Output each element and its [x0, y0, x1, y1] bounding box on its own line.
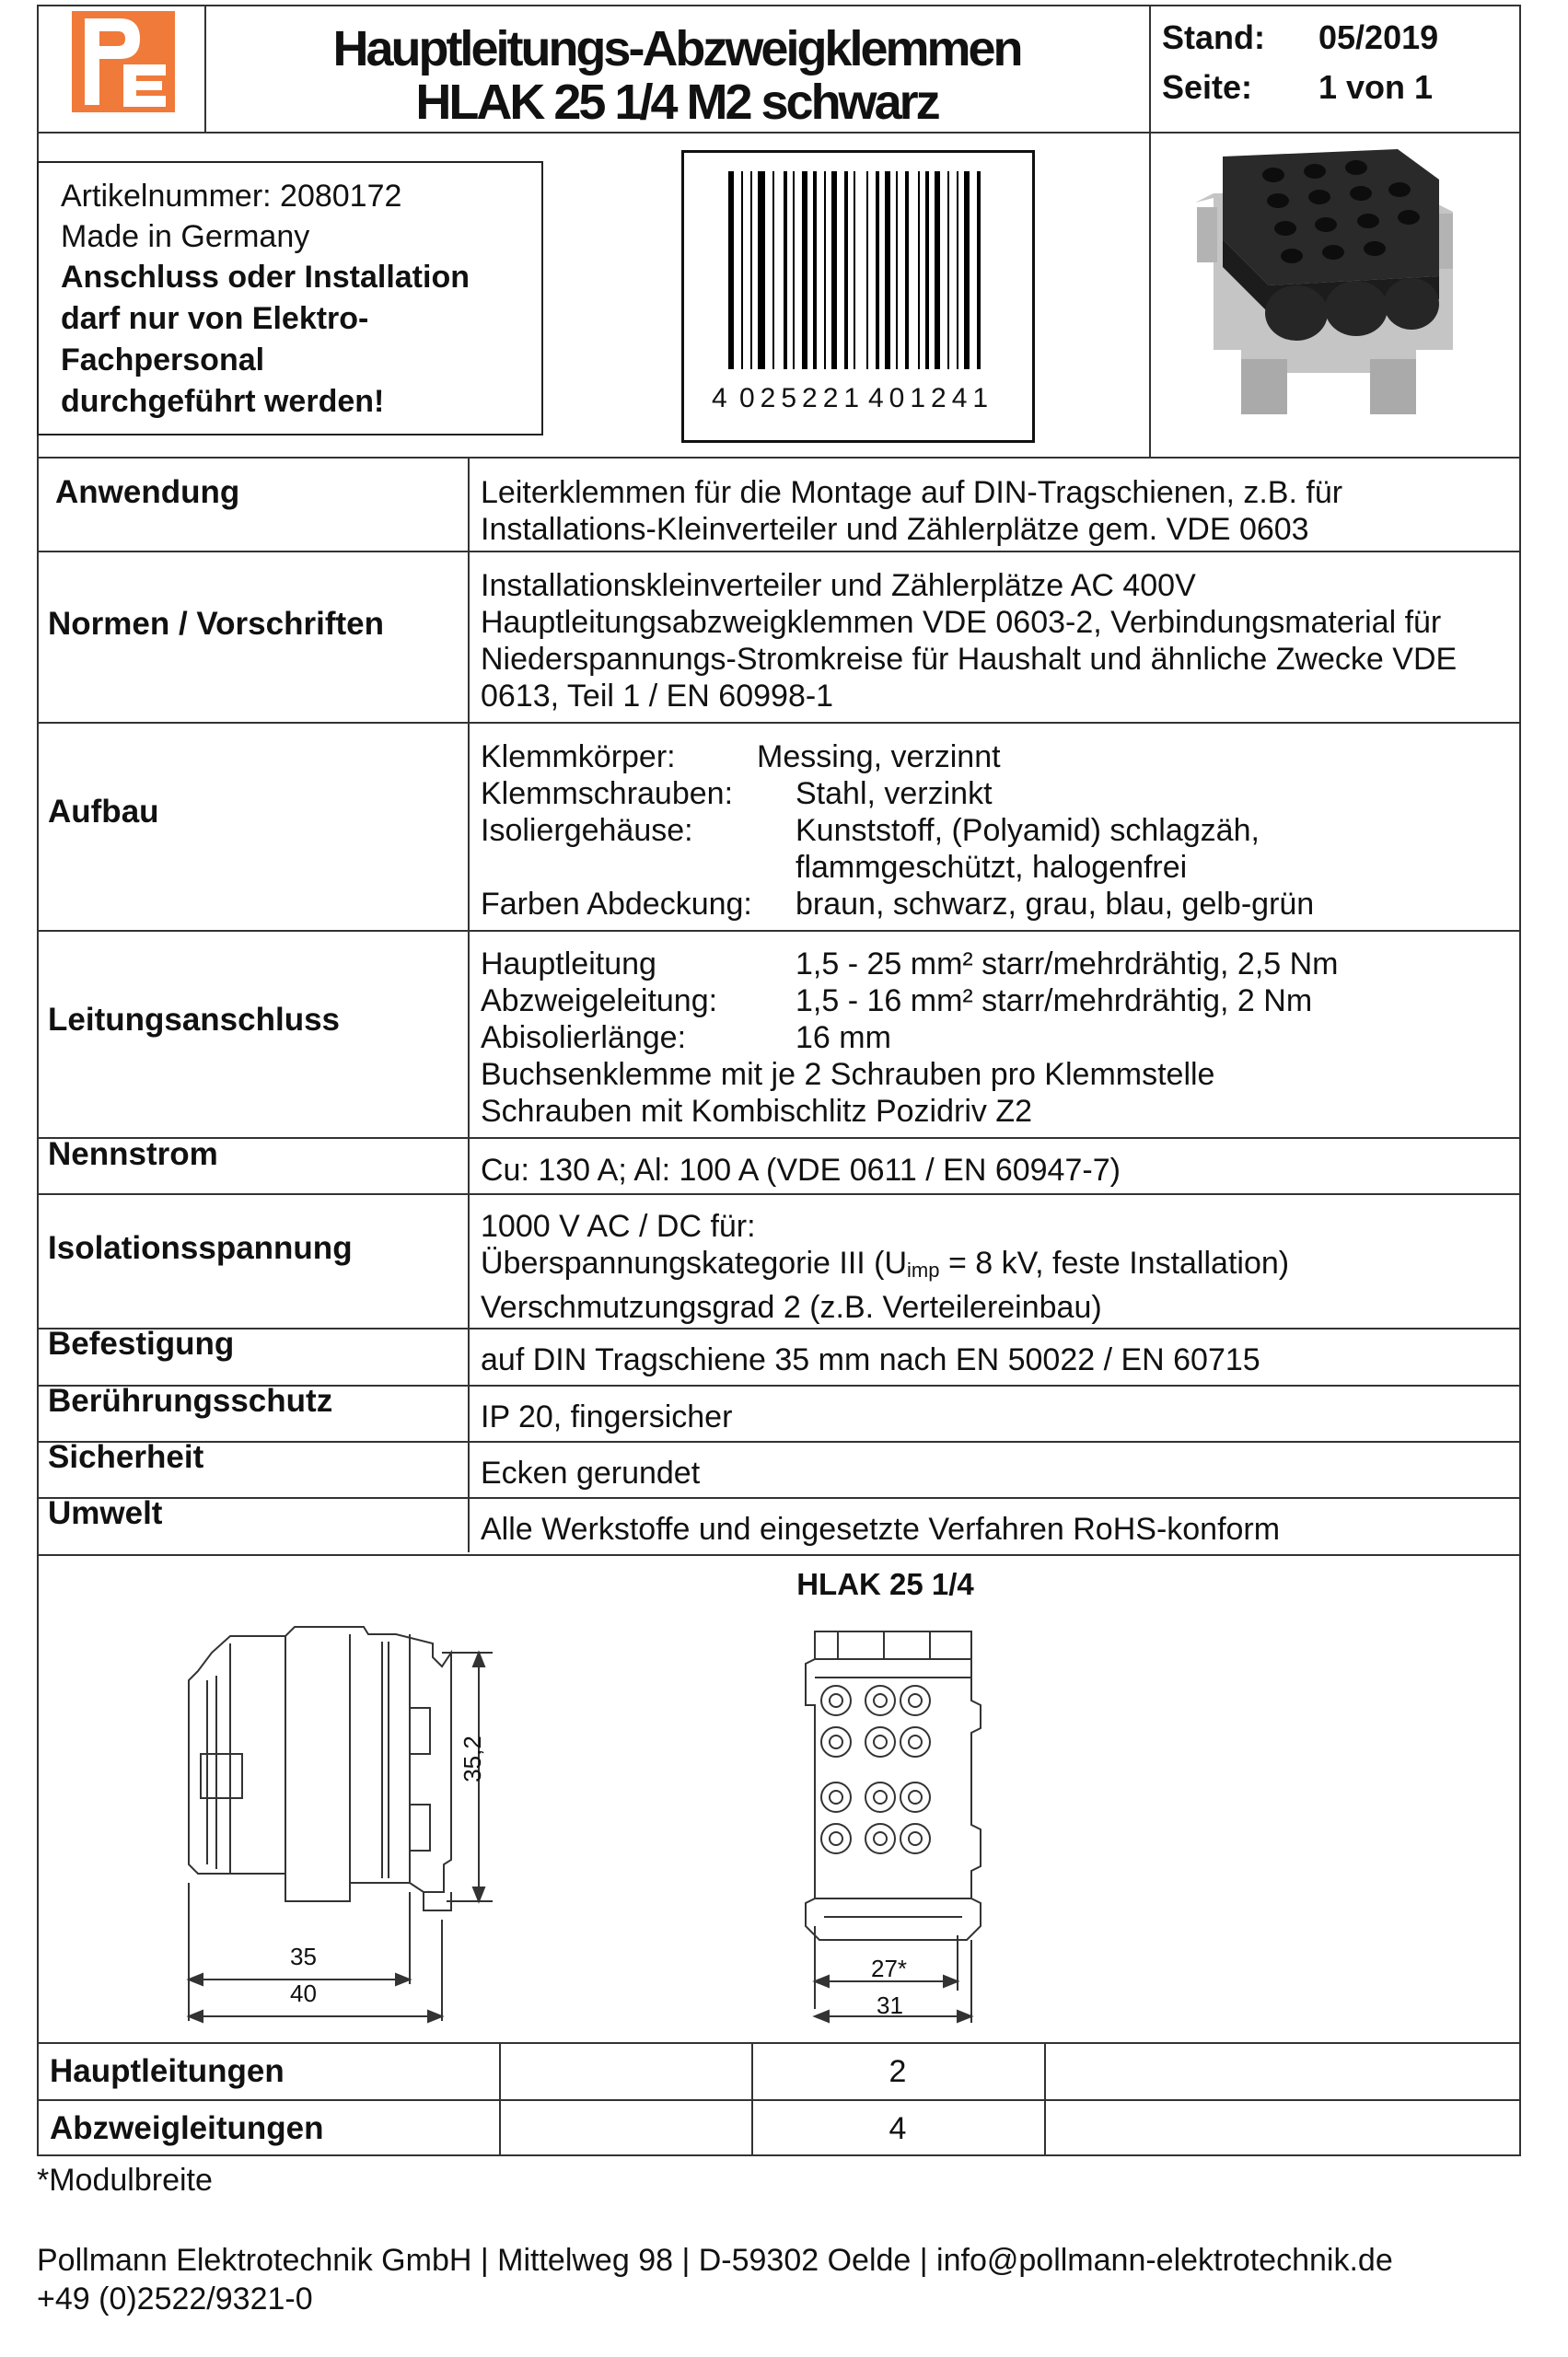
title-line-2: HLAK 25 1/4 M2 schwarz	[415, 75, 938, 130]
article-number: Artikelnummer: 2080172	[61, 179, 402, 214]
value-umwelt: Alle Werkstoffe und eingesetzte Verfahren RoHS-konform	[481, 1512, 1281, 1547]
barcode-bar	[947, 171, 949, 369]
side-view-drawing	[175, 1616, 506, 2030]
terminal-screw	[830, 1791, 842, 1804]
barcode-bar	[772, 171, 774, 369]
aufbau-value: flammgeschützt, halogenfrei	[796, 850, 1188, 885]
photo-divider	[1149, 134, 1151, 459]
barcode-digits-group-1: 025221	[739, 383, 865, 413]
value-hauptleitungen: 2	[889, 2054, 907, 2089]
aufbau-row	[481, 775, 1512, 812]
aufbau-key: Farben Abdeckung:	[481, 887, 752, 922]
leitung-value: 16 mm	[796, 1020, 891, 1055]
barcode-bar	[866, 171, 868, 369]
stand-value: 05/2019	[1318, 18, 1439, 56]
barcode-bar	[793, 171, 795, 369]
row-sep	[37, 722, 1521, 724]
text-line: Leiterklemmen für die Montage auf DIN-Tragschienen, z.B. für	[481, 475, 1343, 510]
warning-line: Fachpersonal	[61, 343, 265, 377]
aufbau-row	[481, 849, 1512, 886]
made-in: Made in Germany	[61, 219, 310, 254]
dim-width-35: 35	[290, 1943, 317, 1970]
barcode-bar	[750, 171, 752, 369]
barcode-bar	[918, 171, 920, 369]
label-normen: Normen / Vorschriften	[48, 606, 384, 642]
terminal-screw	[830, 1736, 842, 1748]
table-col-divider	[468, 457, 470, 1552]
text-line: Schrauben mit Kombischlitz Pozidriv Z2	[481, 1094, 1033, 1129]
value-normen	[481, 567, 1457, 714]
barcode-box	[681, 150, 1035, 443]
row-sep	[37, 930, 1521, 932]
aufbau-value: Stahl, verzinkt	[796, 776, 993, 811]
label-sicherheit: Sicherheit	[48, 1439, 204, 1475]
value-sicherheit: Ecken gerundet	[481, 1456, 701, 1491]
barcode-bar	[844, 171, 848, 369]
text-line: Verschmutzungsgrad 2 (z.B. Verteilereinbau)	[481, 1290, 1102, 1325]
row-sep	[37, 1497, 1521, 1499]
terminal-hole	[900, 1686, 930, 1715]
product-photo	[1186, 138, 1462, 433]
barcode-bar	[896, 171, 898, 369]
barcode-bar	[935, 171, 940, 369]
label-aufbau: Aufbau	[48, 794, 159, 830]
aufbau-key	[481, 849, 796, 886]
terminal-screw	[874, 1791, 887, 1804]
row-sep	[37, 551, 1521, 552]
value-leitungsanschluss	[481, 946, 1512, 1130]
subscript-imp: imp	[907, 1259, 940, 1282]
row-sep	[37, 1554, 1521, 1556]
terminal-holes	[821, 1686, 930, 1853]
stand-label: Stand:	[1162, 18, 1265, 56]
terminal-hole	[821, 1727, 851, 1757]
barcode-bar	[802, 171, 807, 369]
barcode-bar	[728, 171, 734, 369]
terminal-screw	[909, 1791, 922, 1804]
label-befestigung: Befestigung	[48, 1326, 235, 1362]
barcode-bar	[854, 171, 855, 369]
info-right-border	[1519, 134, 1521, 459]
text-line: Buchsenklemme mit je 2 Schrauben pro Klemmstelle	[481, 1057, 1215, 1092]
drawing-title: HLAK 25 1/4	[796, 1567, 974, 1601]
terminal-hole	[865, 1686, 895, 1715]
terminal-hole	[900, 1824, 930, 1853]
barcode-bar	[977, 171, 981, 369]
seite-label: Seite:	[1162, 68, 1253, 106]
terminal-screw	[874, 1736, 887, 1748]
value-aufbau	[481, 738, 1512, 923]
row-sep	[37, 1193, 1521, 1195]
value-isolationsspannung	[481, 1208, 1289, 1326]
table-right-line	[1519, 457, 1521, 2042]
barcode-bar	[813, 171, 817, 369]
col-sep	[1044, 2044, 1046, 2154]
terminal-screw	[909, 1832, 922, 1845]
aufbau-value: Kunststoff, (Polyamid) schlagzäh,	[796, 813, 1260, 848]
value-anwendung	[481, 474, 1342, 548]
footnote: *Modulbreite	[37, 2163, 213, 2198]
leitung-key: Abisolierlänge:	[481, 1020, 687, 1055]
article-info-box	[37, 161, 543, 435]
dim-height: 35,2	[458, 1736, 486, 1782]
barcode-bar	[964, 171, 970, 369]
terminal-screw	[874, 1694, 887, 1707]
leitung-value: 1,5 - 16 mm² starr/mehrdrähtig, 2 Nm	[796, 983, 1313, 1018]
bottom-table	[37, 2042, 1521, 2156]
value-befestigung: auf DIN Tragschiene 35 mm nach EN 50022 / EN 60715	[481, 1342, 1260, 1377]
warning-text	[61, 257, 519, 423]
value-abzweigleitungen: 4	[889, 2111, 907, 2146]
row-sep	[37, 1328, 1521, 1329]
aufbau-row	[481, 738, 1512, 775]
aufbau-value: braun, schwarz, grau, blau, gelb-grün	[796, 887, 1315, 922]
text-line: Installationskleinverteiler und Zählerplätze AC 400V	[481, 568, 1196, 603]
text-fragment: Überspannungskategorie III (U	[481, 1246, 908, 1281]
footer-address: Pollmann Elektrotechnik GmbH | Mittelweg 98 | D-59302 Oelde | info@pollmann-elektrotechnik.de	[37, 2243, 1393, 2278]
doc-title	[212, 22, 1142, 129]
leitung-value: 1,5 - 25 mm² starr/mehrdrähtig, 2,5 Nm	[796, 946, 1339, 981]
leitung-row	[481, 1019, 1512, 1056]
leitung-row	[481, 946, 1512, 982]
footer-phone: +49 (0)2522/9321-0	[37, 2282, 313, 2316]
barcode-bar	[957, 171, 958, 369]
text-line: Installations-Kleinverteiler und Zählerplätze gem. VDE 0603	[481, 512, 1309, 547]
terminal-hole	[900, 1782, 930, 1812]
label-nennstrom: Nennstrom	[48, 1136, 218, 1172]
barcode-bar	[784, 171, 787, 369]
aufbau-row	[481, 812, 1512, 849]
value-beruehrungsschutz: IP 20, fingersicher	[481, 1399, 733, 1434]
barcode-first-digit: 4	[712, 383, 729, 413]
label-leitungsanschluss: Leitungsanschluss	[48, 1002, 341, 1038]
text-line: 1000 V AC / DC für:	[481, 1209, 756, 1244]
barcode-bar	[824, 171, 826, 369]
terminal-screw	[830, 1832, 842, 1845]
terminal-hole	[865, 1782, 895, 1812]
label-hauptleitungen: Hauptleitungen	[50, 2053, 285, 2089]
warning-line: durchgeführt werden!	[61, 384, 385, 419]
table-left-line	[37, 457, 39, 2042]
text-line: 0613, Teil 1 / EN 60998-1	[481, 679, 834, 714]
terminal-hole	[821, 1824, 851, 1853]
dim-width-31: 31	[877, 1991, 903, 2019]
barcode-digits-group-2: 401241	[868, 383, 994, 413]
terminal-screw	[830, 1694, 842, 1707]
title-line-1: Hauptleitungs-Abzweigklemmen	[332, 21, 1021, 76]
barcode-bars	[728, 171, 988, 383]
leitung-key: Abzweigeleitung:	[481, 983, 718, 1018]
terminal-screw	[909, 1736, 922, 1748]
row-sep	[37, 1137, 1521, 1139]
terminal-hole	[865, 1727, 895, 1757]
col-sep	[499, 2044, 501, 2154]
aufbau-key: Isoliergehäuse:	[481, 813, 693, 848]
label-anwendung: Anwendung	[55, 474, 240, 510]
aufbau-key: Klemmkörper:	[481, 739, 676, 774]
leitung-key: Hauptleitung	[481, 946, 656, 981]
aufbau-value: Messing, verzinnt	[757, 739, 1001, 774]
barcode-bar	[905, 171, 909, 369]
table-top-line	[37, 457, 1521, 459]
terminal-hole	[821, 1686, 851, 1715]
text-line: Hauptleitungsabzweigklemmen VDE 0603-2, Verbindungsmaterial für	[481, 605, 1442, 640]
text-line	[481, 1245, 1289, 1289]
warning-line: darf nur von Elektro-	[61, 301, 369, 336]
barcode-bar	[925, 171, 929, 369]
label-isolationsspannung: Isolationsspannung	[48, 1230, 353, 1266]
text-line: Niederspannungs-Stromkreise für Haushalt und ähnliche Zwecke VDE	[481, 642, 1458, 677]
label-abzweigleitungen: Abzweigleitungen	[50, 2110, 324, 2146]
dim-width-27: 27*	[871, 1955, 908, 1982]
label-beruehrungsschutz: Berührungsschutz	[48, 1383, 333, 1419]
terminal-hole	[821, 1782, 851, 1812]
warning-line: Anschluss oder Installation	[61, 260, 470, 295]
seite-value: 1 von 1	[1318, 68, 1434, 106]
barcode-bar	[741, 171, 743, 369]
leitung-row	[481, 982, 1512, 1019]
terminal-screw	[874, 1832, 887, 1845]
dim-width-40: 40	[290, 1980, 317, 2007]
value-nennstrom: Cu: 130 A; Al: 100 A (VDE 0611 / EN 60947-7)	[481, 1153, 1121, 1188]
barcode-bar	[885, 171, 890, 369]
terminal-hole	[900, 1727, 930, 1757]
aufbau-row	[481, 886, 1512, 923]
barcode-bar	[758, 171, 765, 369]
company-logo	[72, 11, 175, 112]
label-umwelt: Umwelt	[48, 1495, 163, 1531]
row-sep	[37, 1441, 1521, 1443]
row-sep	[39, 2099, 1519, 2101]
barcode-bar	[831, 171, 837, 369]
terminal-hole	[865, 1824, 895, 1853]
terminal-screw	[909, 1694, 922, 1707]
text-fragment: = 8 kV, feste Installation)	[939, 1246, 1290, 1281]
barcode-bar	[876, 171, 879, 369]
aufbau-key: Klemmschrauben:	[481, 776, 734, 811]
